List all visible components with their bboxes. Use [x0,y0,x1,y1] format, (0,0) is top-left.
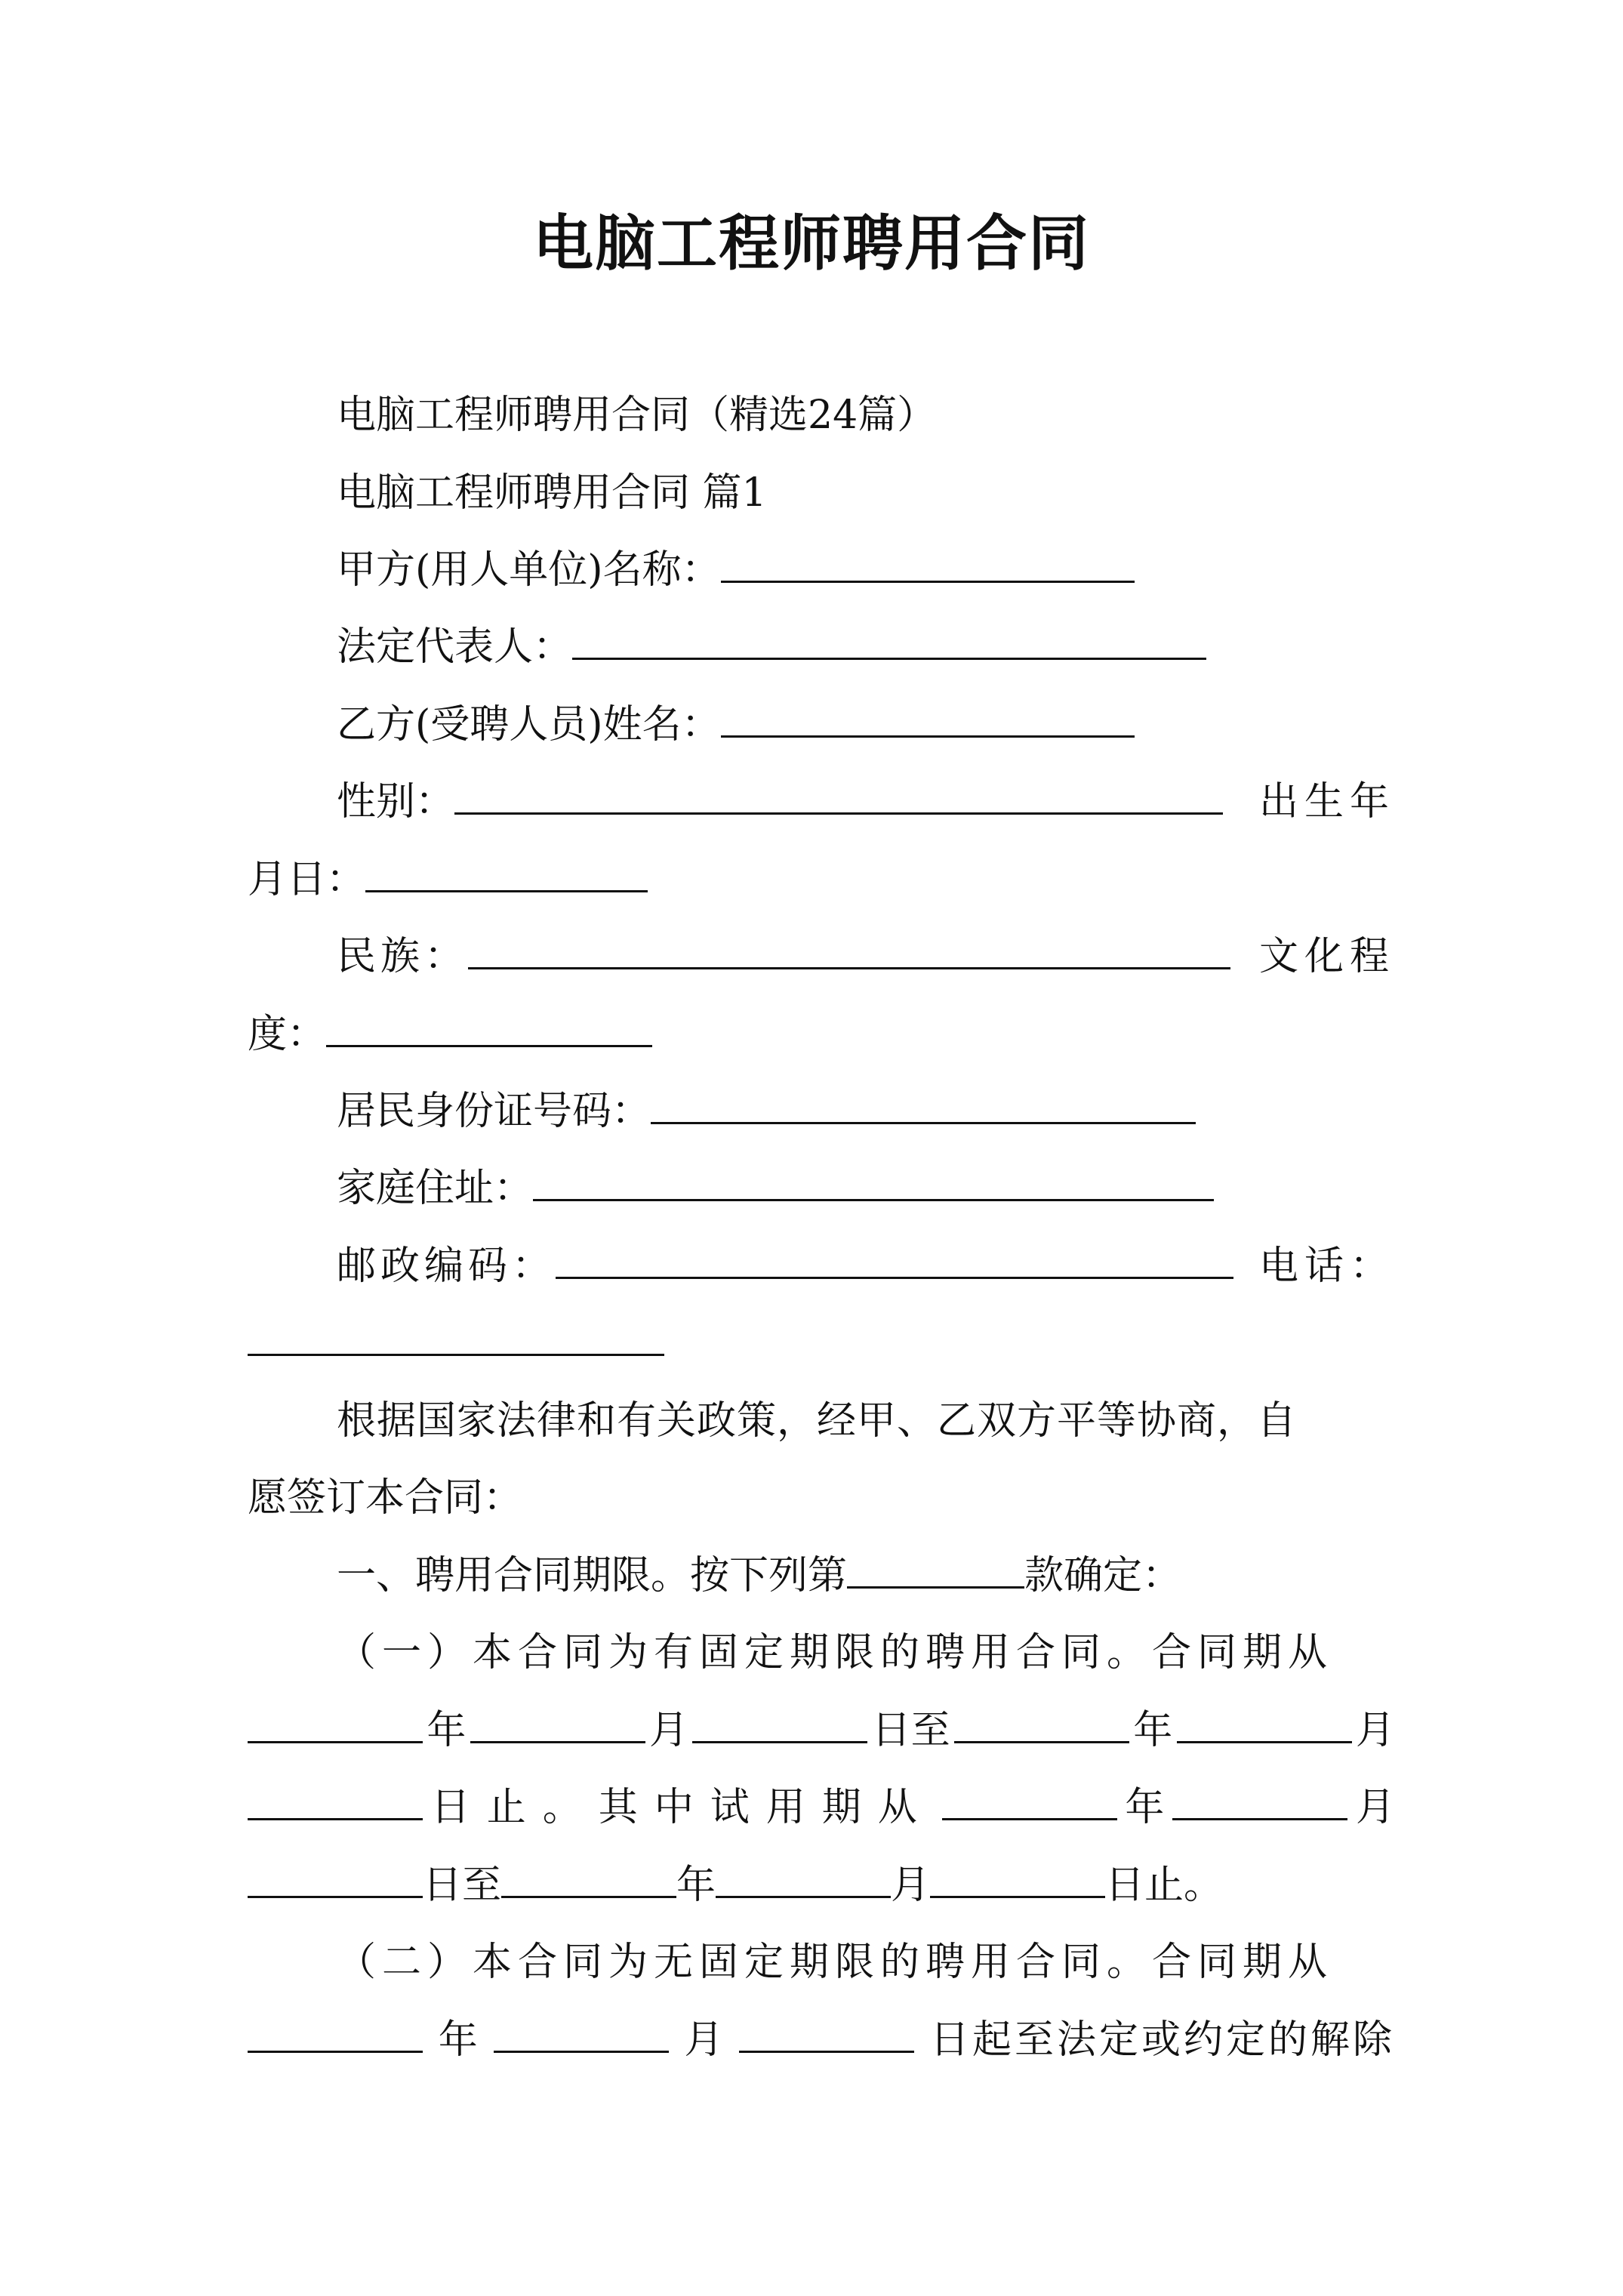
intro-line-2: 愿签订本合同： [248,1475,523,1521]
start-month-blank[interactable] [470,1694,645,1743]
end-month-blank[interactable] [1177,1694,1352,1743]
education-blank[interactable] [326,998,652,1047]
start-day-blank[interactable] [692,1694,867,1743]
open-start-year-blank[interactable] [248,2004,423,2053]
gender-field [248,764,1395,840]
party-a-field [248,532,1395,608]
start-year-blank[interactable] [248,1694,423,1743]
gender-label: 性别： [337,779,455,824]
sub-clause-1-line-4: 日至 年 月 日止。 [248,1848,1395,1923]
clause-1-blank[interactable] [847,1539,1024,1589]
legal-rep-blank[interactable] [572,611,1206,660]
article-heading: 电脑工程师聘用合同 篇1 [337,470,767,516]
party-a-blank[interactable] [721,534,1135,583]
id-number-blank[interactable] [651,1075,1196,1124]
birth-label-part2: 月日： [248,857,366,902]
birth-label-part1: 出生年 [1258,779,1395,824]
party-b-blank[interactable] [721,689,1135,738]
clause-1: 一、聘用合同期限。按下列第 款确定： [248,1538,1395,1613]
party-a-label: 甲方(用人单位)名称： [337,547,721,593]
sub-clause-2-line-2: 年 月 日起至法定或约定的解除 [248,2002,1395,2078]
gender-blank[interactable] [454,766,1223,815]
subtitle: 电脑工程师聘用合同（精选24篇） [337,393,937,438]
sub-clause-1-line-2: 年 月 日至 年 月 [248,1693,1395,1768]
phone-label: 电话： [1258,1244,1395,1289]
postcode-label: 邮政编码： [337,1244,556,1289]
education-label-part2: 度： [248,1012,327,1057]
birth-field [248,842,1395,917]
ethnicity-blank[interactable] [468,920,1230,969]
education-label-part1: 文化程 [1258,934,1395,979]
trial-end-day-blank[interactable] [930,1849,1105,1898]
sub-clause-1-line-1: （一）本合同为有固定期限的聘用合同。合同期从 [337,1630,1334,1675]
birth-blank[interactable] [365,843,648,892]
phone-blank[interactable] [248,1307,664,1356]
legal-rep-label: 法定代表人： [337,624,573,670]
party-b-field [248,687,1395,763]
trial-start-month-blank[interactable] [1172,1771,1347,1820]
party-b-label: 乙方(受聘人员)姓名： [337,702,721,747]
trial-start-year-blank[interactable] [942,1771,1117,1820]
end-year-blank[interactable] [954,1694,1129,1743]
education-field [248,997,1395,1072]
end-day-blank[interactable] [248,1771,423,1820]
sub-clause-1-line-3: 日止。其中试用期从 年 月 [248,1770,1395,1845]
trial-end-year-blank[interactable] [501,1849,676,1898]
open-start-month-blank[interactable] [494,2004,669,2053]
id-number-field [248,1074,1395,1149]
postcode-blank[interactable] [556,1230,1233,1279]
trial-end-month-blank[interactable] [716,1849,891,1898]
address-label: 家庭住址： [337,1166,534,1211]
address-field [248,1151,1395,1226]
id-number-label: 居民身份证号码： [337,1089,651,1134]
phone-field [248,1305,1395,1381]
legal-rep-field [248,609,1395,685]
sub-clause-2-line-1: （二）本合同为无固定期限的聘用合同。合同期从 [337,1940,1334,1985]
ethnicity-label: 民族： [337,934,469,979]
postcode-field [248,1228,1395,1304]
open-start-day-blank[interactable] [739,2004,914,2053]
address-blank[interactable] [533,1152,1214,1201]
ethnicity-field [248,919,1395,994]
document-title: 电脑工程师聘用合同 [533,208,1090,279]
intro-line-1: 根据国家法律和有关政策，经甲、乙双方平等协商，自 [337,1398,1298,1444]
trial-start-day-blank[interactable] [248,1849,423,1898]
